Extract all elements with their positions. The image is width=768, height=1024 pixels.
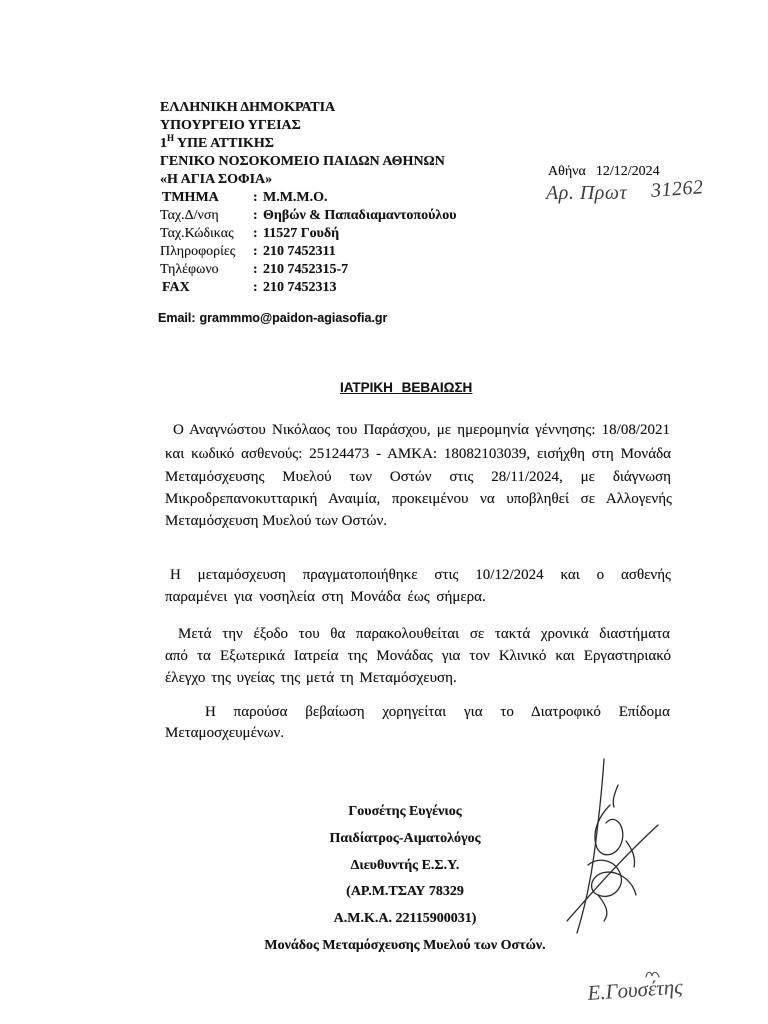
contact-row-information [160,243,540,261]
signatory-name: Γουσέτης Ευγένιος [348,804,462,819]
place: Αθήνα [548,164,586,179]
signatory-amka: Α.Μ.Κ.Α. 22115900031) [333,911,477,927]
body-line: Μεταμοσχευμένων. [165,725,285,741]
place-date [548,163,660,181]
signatory-registry-number: (ΑΡ.Μ.ΤΣΑΥ 78329 [346,884,464,900]
body-line: Μεταμόσχευσης Μυελού των Οστών στις 28/11/2024, με διάγνωση [165,469,671,485]
region-ordinal-suffix: Η [167,133,175,143]
contact-separator: : [253,226,258,241]
contact-row-address [160,207,540,225]
region-number: 1 [160,136,167,151]
body-line: και κωδικό ασθενούς: 25124473 - ΑΜΚΑ: 18082103039, εισήχθη στη Μονάδα [165,446,671,462]
contact-label: Τηλέφωνο [160,262,219,277]
contact-value: 210 7452311 [263,244,336,259]
body-line: από τα Εξωτερικά Ιατρεία της Μονάδας για τον Κλινικό και Εργαστηριακό [165,648,671,664]
handwritten-signature [540,745,680,950]
contact-value: Μ.Μ.Μ.Ο. [263,190,328,205]
email-address: grammmo@paidon-agiasofia.gr [199,311,388,325]
contact-value: 11527 Γουδή [263,226,340,241]
contact-label: Πληροφορίες [160,244,236,259]
contact-separator: : [253,208,258,223]
handwritten-name-text: Ε.Γουσέτης [586,974,684,1005]
body-line: Η μεταμόσχευση πραγματοποιήθηκε στις 10/12/2024 και ο ασθενής [170,567,671,583]
email-line [158,310,387,326]
contact-separator: : [253,262,258,277]
contact-label: Ταχ.Κώδικας [160,226,234,241]
body-line: Μετά την έξοδο του θα παρακολουθείται σε τακτά χρονικά διαστήματα [178,626,670,642]
contact-value: 210 7452313 [263,280,337,295]
contact-value: Θηβών & Παπαδιαμαντοπούλου [263,208,457,223]
signatory-position: Διευθυντής Ε.Σ.Υ. [350,857,460,873]
email-label: Email: [158,311,196,325]
contact-label: FAX [162,280,190,295]
body-line: παραμένει για νοσηλεία στη Μονάδα έως σήμερα. [165,589,486,605]
ministry-line: ΥΠΟΥΡΓΕΙΟ ΥΓΕΙΑΣ [160,118,301,133]
body-line: έλεγχο της υγείας της μετά τη Μεταμόσχευση. [165,670,457,686]
issue-date: 12/12/2024 [595,164,660,179]
document-title: ΙΑΤΡΙΚΗ ΒΕΒΑΙΩΣΗ [340,380,473,395]
contact-row-fax [160,279,540,297]
protocol-number: 31262 [650,176,705,202]
country-line: ΕΛΛΗΝΙΚΗ ΔΗΜΟΚΡΑΤΙΑ [160,100,336,115]
contact-separator: : [253,244,258,259]
contact-separator: : [253,280,258,295]
hospital-name-line: «Η ΑΓΙΑ ΣΟΦΙΑ» [160,172,273,187]
body-line: Η παρούσα βεβαίωση χορηγείται για το Διατροφικό Επίδομα [205,704,670,720]
contact-separator: : [253,190,258,205]
protocol-label: Αρ. Πρωτ [546,182,628,204]
contact-label: ΤΜΗΜΑ [162,190,219,205]
signatory-unit: Μονάδος Μεταμόσχευσης Μυελού των Οστών. [264,937,546,953]
contact-row-department [160,189,540,207]
contact-value: 210 7452315-7 [263,262,349,277]
handwritten-name [580,960,710,1015]
body-line: Μεταμόσχευση Μυελού των Οστών. [165,513,388,529]
hospital-line: ΓΕΝΙΚΟ ΝΟΣΟΚΟΜΕΙΟ ΠΑΙΔΩΝ ΑΘΗΝΩΝ [160,154,445,169]
body-line: Ο Αναγνώστου Νικόλαος του Παράσχου, με ημερομηνία γέννησης: 18/08/2021 [173,422,670,438]
contact-row-postcode [160,225,540,243]
letterhead [160,99,540,297]
contact-row-phone [160,261,540,279]
signatory-specialty: Παιδίατρος-Αιματολόγος [329,830,481,846]
handwritten-protocol-number [546,176,705,206]
region-name: ΥΠΕ ΑΤΤΙΚΗΣ [177,136,274,151]
contact-label: Ταχ.Δ/νση [160,208,219,223]
health-region-line [160,135,540,153]
body-line: Μικροδρεπανοκυτταρική Αναιμία, προκειμένου να υποβληθεί σε Αλλογενής [165,491,672,507]
